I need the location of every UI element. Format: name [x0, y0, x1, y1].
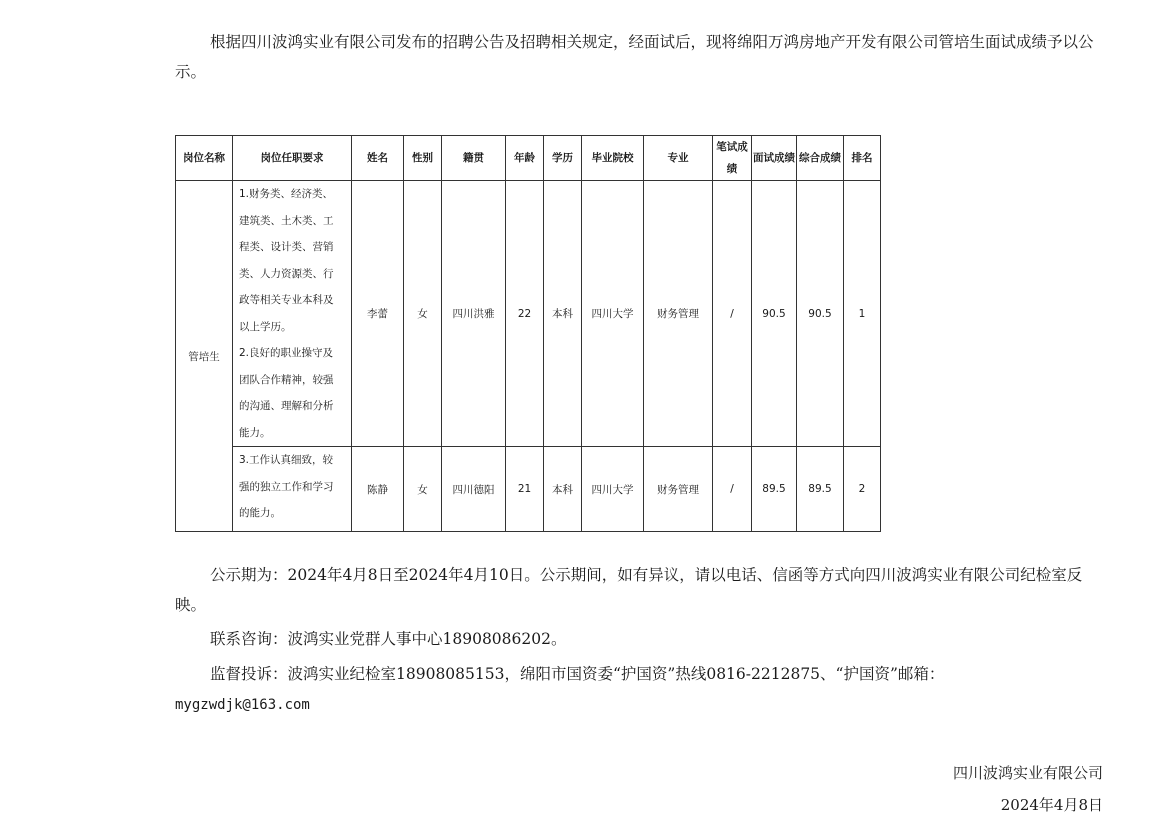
header-education: 学历	[544, 136, 582, 181]
cell-gender: 女	[404, 181, 442, 447]
header-rank: 排名	[844, 136, 881, 181]
cell-total-score: 90.5	[797, 181, 844, 447]
email-link[interactable]: mygzwdjk@163.com	[175, 697, 310, 713]
cell-rank: 2	[844, 447, 881, 532]
cell-education: 本科	[544, 447, 582, 532]
cell-rank: 1	[844, 181, 881, 447]
cell-name: 陈静	[352, 447, 404, 532]
cell-school: 四川大学	[582, 447, 644, 532]
cell-written-score: /	[713, 181, 752, 447]
cell-origin: 四川德阳	[442, 447, 506, 532]
complaint-paragraph	[175, 659, 1103, 720]
header-position: 岗位名称	[176, 136, 233, 181]
signature-org: 四川波鸿实业有限公司	[952, 764, 1103, 782]
header-gender: 性别	[404, 136, 442, 181]
requirements-cell	[233, 447, 352, 532]
cell-major: 财务管理	[644, 447, 713, 532]
requirement-line: 以上学历。	[239, 320, 292, 333]
cell-major: 财务管理	[644, 181, 713, 447]
requirement-line: 类、人力资源类、行	[239, 267, 334, 280]
complaint-text: 监督投诉：波鸿实业纪检室18908085153，绵阳市国资委“护国资”热线0816-2212875、“护国资”邮箱：	[210, 665, 945, 683]
table-header-row	[176, 136, 881, 181]
cell-written-score: /	[713, 447, 752, 532]
position-cell: 管培生	[176, 181, 233, 532]
header-origin: 籍贯	[442, 136, 506, 181]
header-total-score: 综合成绩	[797, 136, 844, 181]
cell-origin: 四川洪雅	[442, 181, 506, 447]
cell-age: 21	[506, 447, 544, 532]
header-name: 姓名	[352, 136, 404, 181]
results-table	[175, 135, 881, 532]
cell-education: 本科	[544, 181, 582, 447]
requirement-line: 程类、设计类、营销	[239, 241, 334, 253]
table-row	[176, 447, 881, 532]
cell-age: 22	[506, 181, 544, 447]
header-written-score: 笔试成绩	[713, 136, 752, 181]
header-major: 专业	[644, 136, 713, 181]
intro-paragraph: 根据四川波鸿实业有限公司发布的招聘公告及招聘相关规定，经面试后，现将绵阳万鸿房地产开发有限公司管培生面试成绩予以公示。	[175, 33, 1094, 81]
requirement-line: 的能力。	[239, 507, 281, 519]
requirement-line: 团队合作精神，较强	[239, 373, 334, 386]
cell-school: 四川大学	[582, 181, 644, 447]
requirement-line: 强的独立工作和学习	[239, 480, 334, 493]
header-interview-score: 面试成绩	[752, 136, 797, 181]
header-age: 年龄	[506, 136, 544, 181]
contact-paragraph: 联系咨询：波鸿实业党群人事中心18908086202。	[210, 630, 567, 648]
requirement-line: 建筑类、土木类、工	[239, 214, 334, 227]
cell-interview-score: 90.5	[752, 181, 797, 447]
requirement-line: 2.良好的职业操守及	[239, 347, 334, 359]
table-row	[176, 181, 881, 447]
requirement-line: 政等相关专业本科及	[239, 294, 334, 306]
requirement-line: 的沟通、理解和分析	[239, 400, 334, 412]
requirement-line: 1.财务类、经济类、	[239, 188, 334, 200]
cell-interview-score: 89.5	[752, 447, 797, 532]
header-requirements: 岗位任职要求	[233, 136, 352, 181]
signature-date: 2024年4月8日	[1000, 796, 1103, 814]
requirement-line: 3.工作认真细致，较	[239, 454, 334, 466]
requirement-line: 能力。	[239, 426, 271, 439]
notice-period-paragraph: 公示期为：2024年4月8日至2024年4月10日。公示期间，如有异议，请以电话、信函等方式向四川波鸿实业有限公司纪检室反映。	[175, 566, 1083, 614]
requirements-cell	[233, 181, 352, 447]
cell-total-score: 89.5	[797, 447, 844, 532]
header-school: 毕业院校	[582, 136, 644, 181]
cell-gender: 女	[404, 447, 442, 532]
cell-name: 李蕾	[352, 181, 404, 447]
